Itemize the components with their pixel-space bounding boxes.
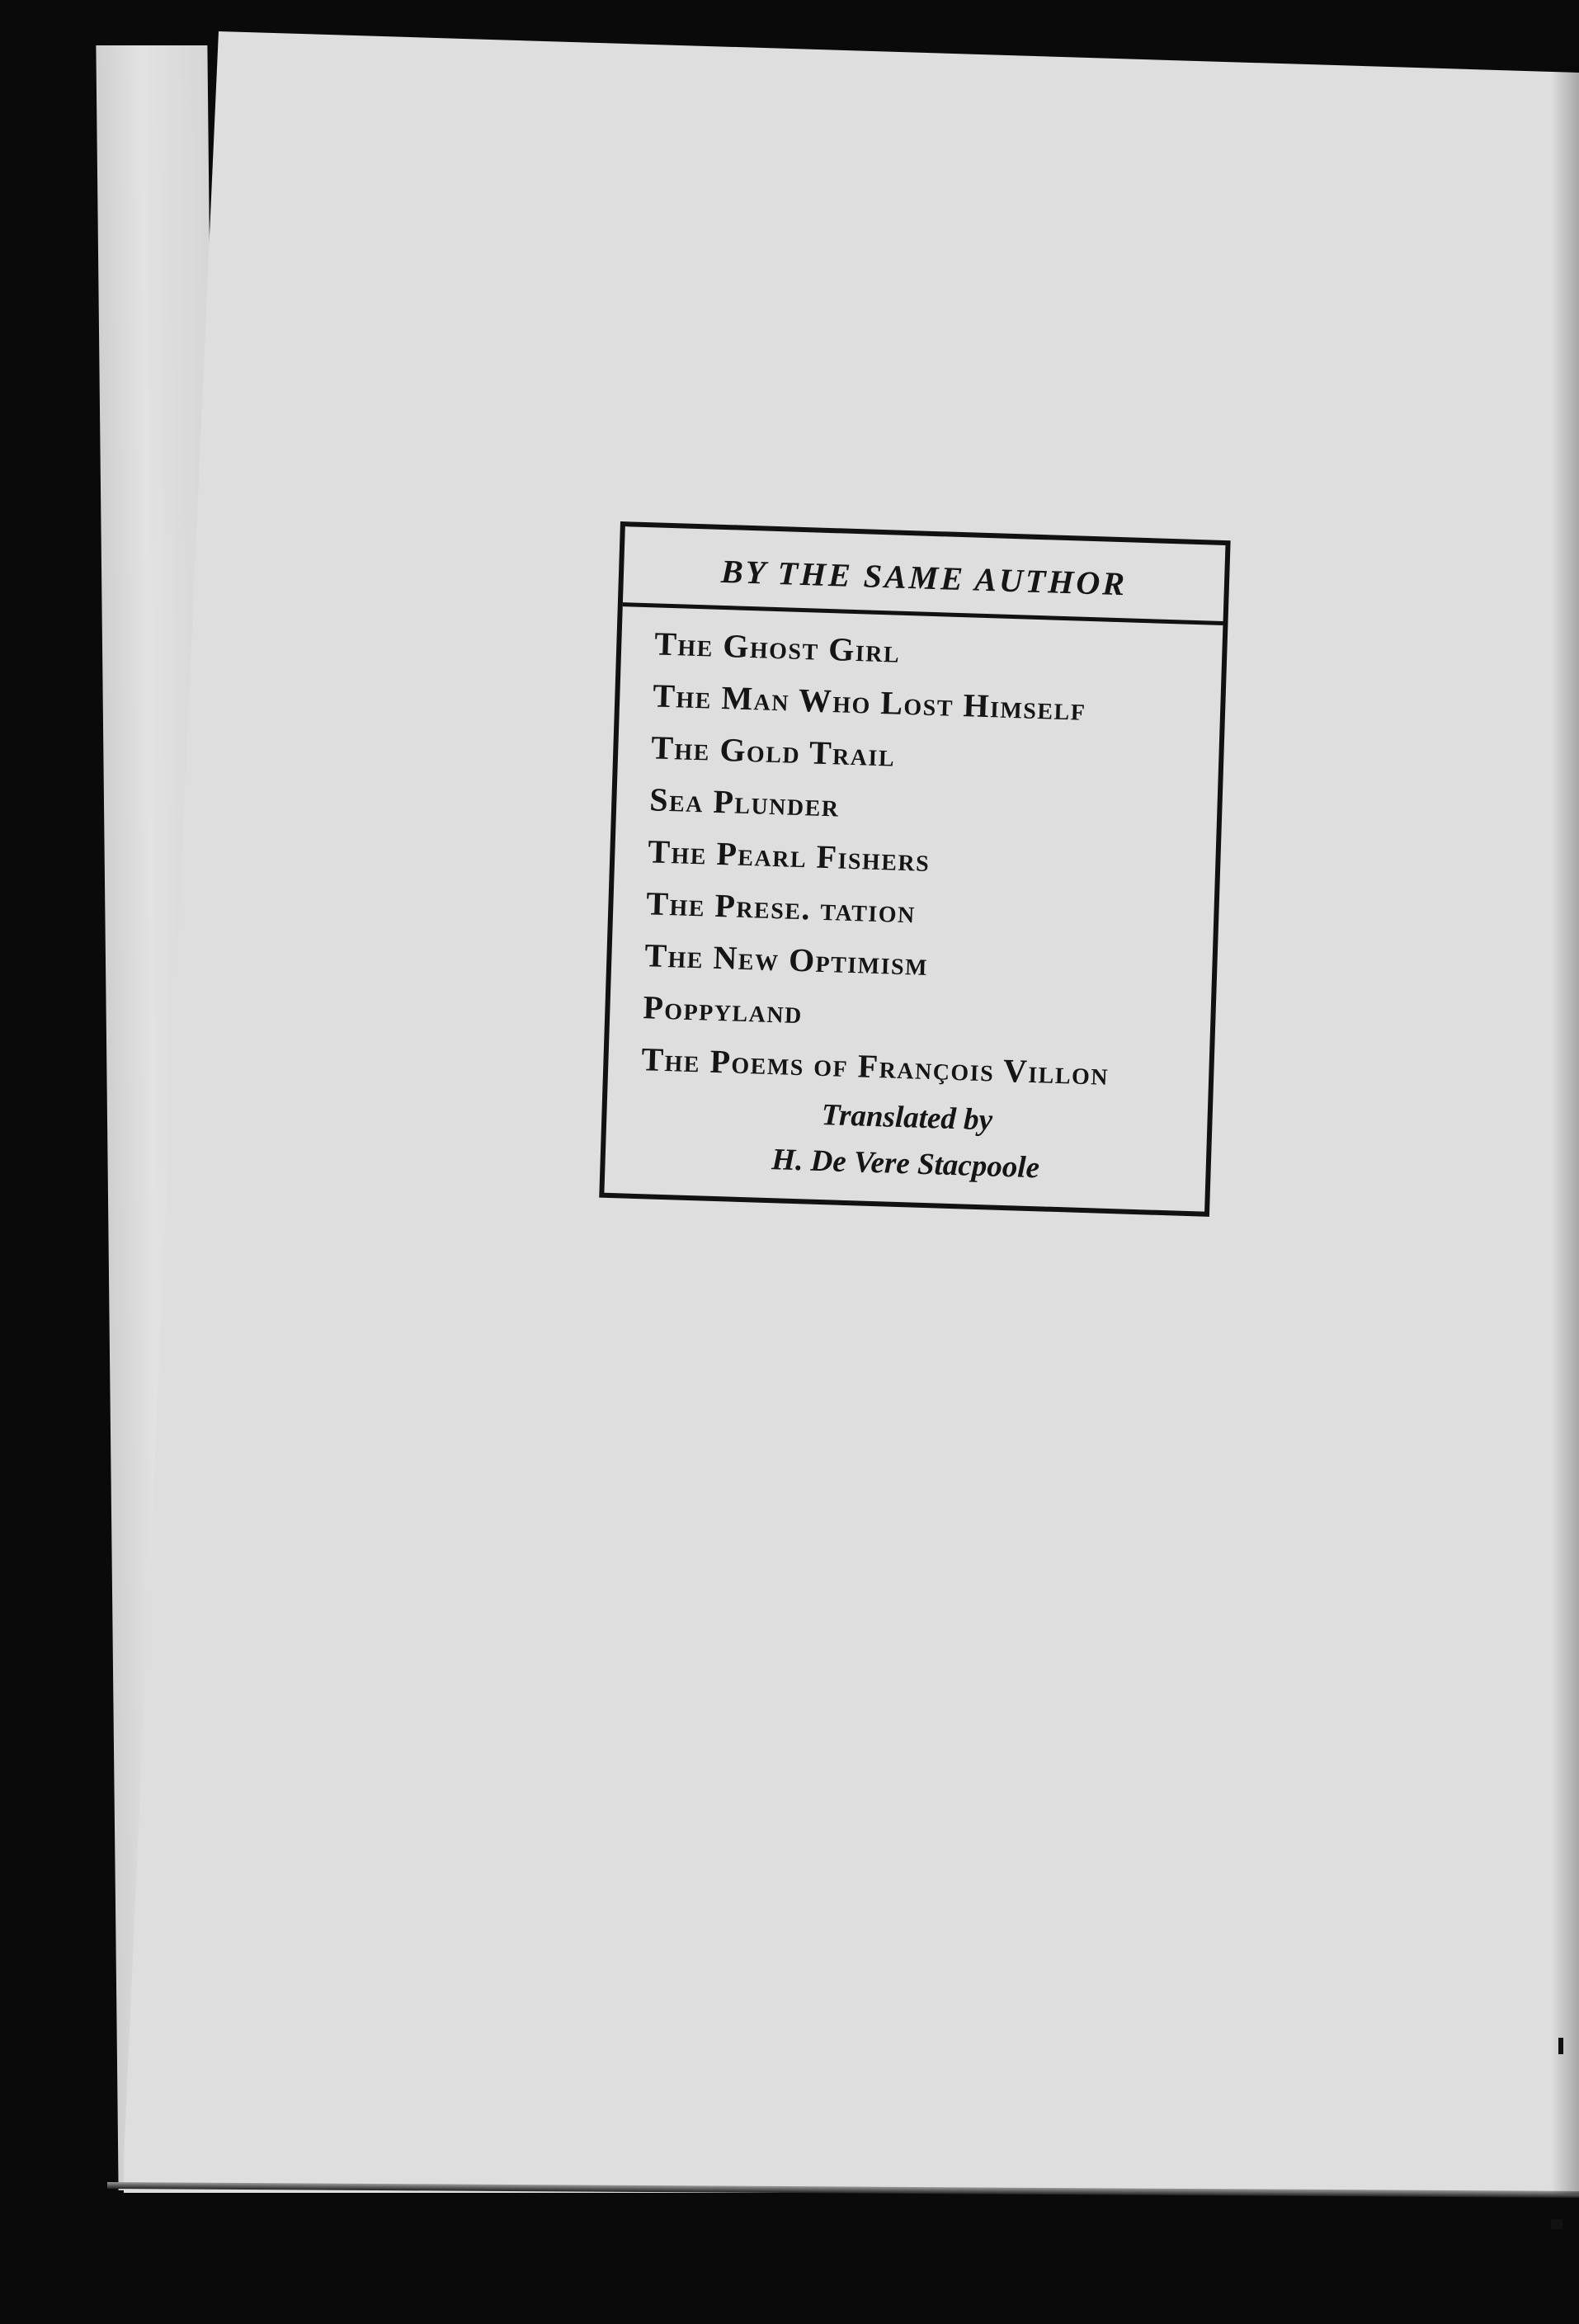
translator-credit xyxy=(605,1086,1208,1197)
credit-line: Translated by xyxy=(821,1098,993,1138)
credit-name: H. De Vere Stacpoole xyxy=(771,1143,1040,1186)
book-title: The Ghost Girl xyxy=(653,625,901,670)
same-author-box xyxy=(599,521,1230,1217)
book-title: The Man Who Lost Himself xyxy=(652,676,1087,728)
book-title: Sea Plunder xyxy=(648,780,841,824)
box-header-text: BY THE SAME AUTHOR xyxy=(720,552,1128,602)
right-edge-shadow xyxy=(1551,66,1579,2194)
scan-mark xyxy=(1558,2038,1563,2054)
book-title: Poppyland xyxy=(642,988,804,1031)
book-title-list xyxy=(608,606,1223,1103)
book-title: The Poems of François Villon xyxy=(640,1040,1110,1092)
book-title: The New Optimism xyxy=(643,936,929,983)
scan-mark xyxy=(1551,2219,1563,2229)
book-title: The Prese. tation xyxy=(645,884,917,931)
book-title: The Gold Trail xyxy=(650,728,896,774)
book-title: The Pearl Fishers xyxy=(647,832,931,879)
